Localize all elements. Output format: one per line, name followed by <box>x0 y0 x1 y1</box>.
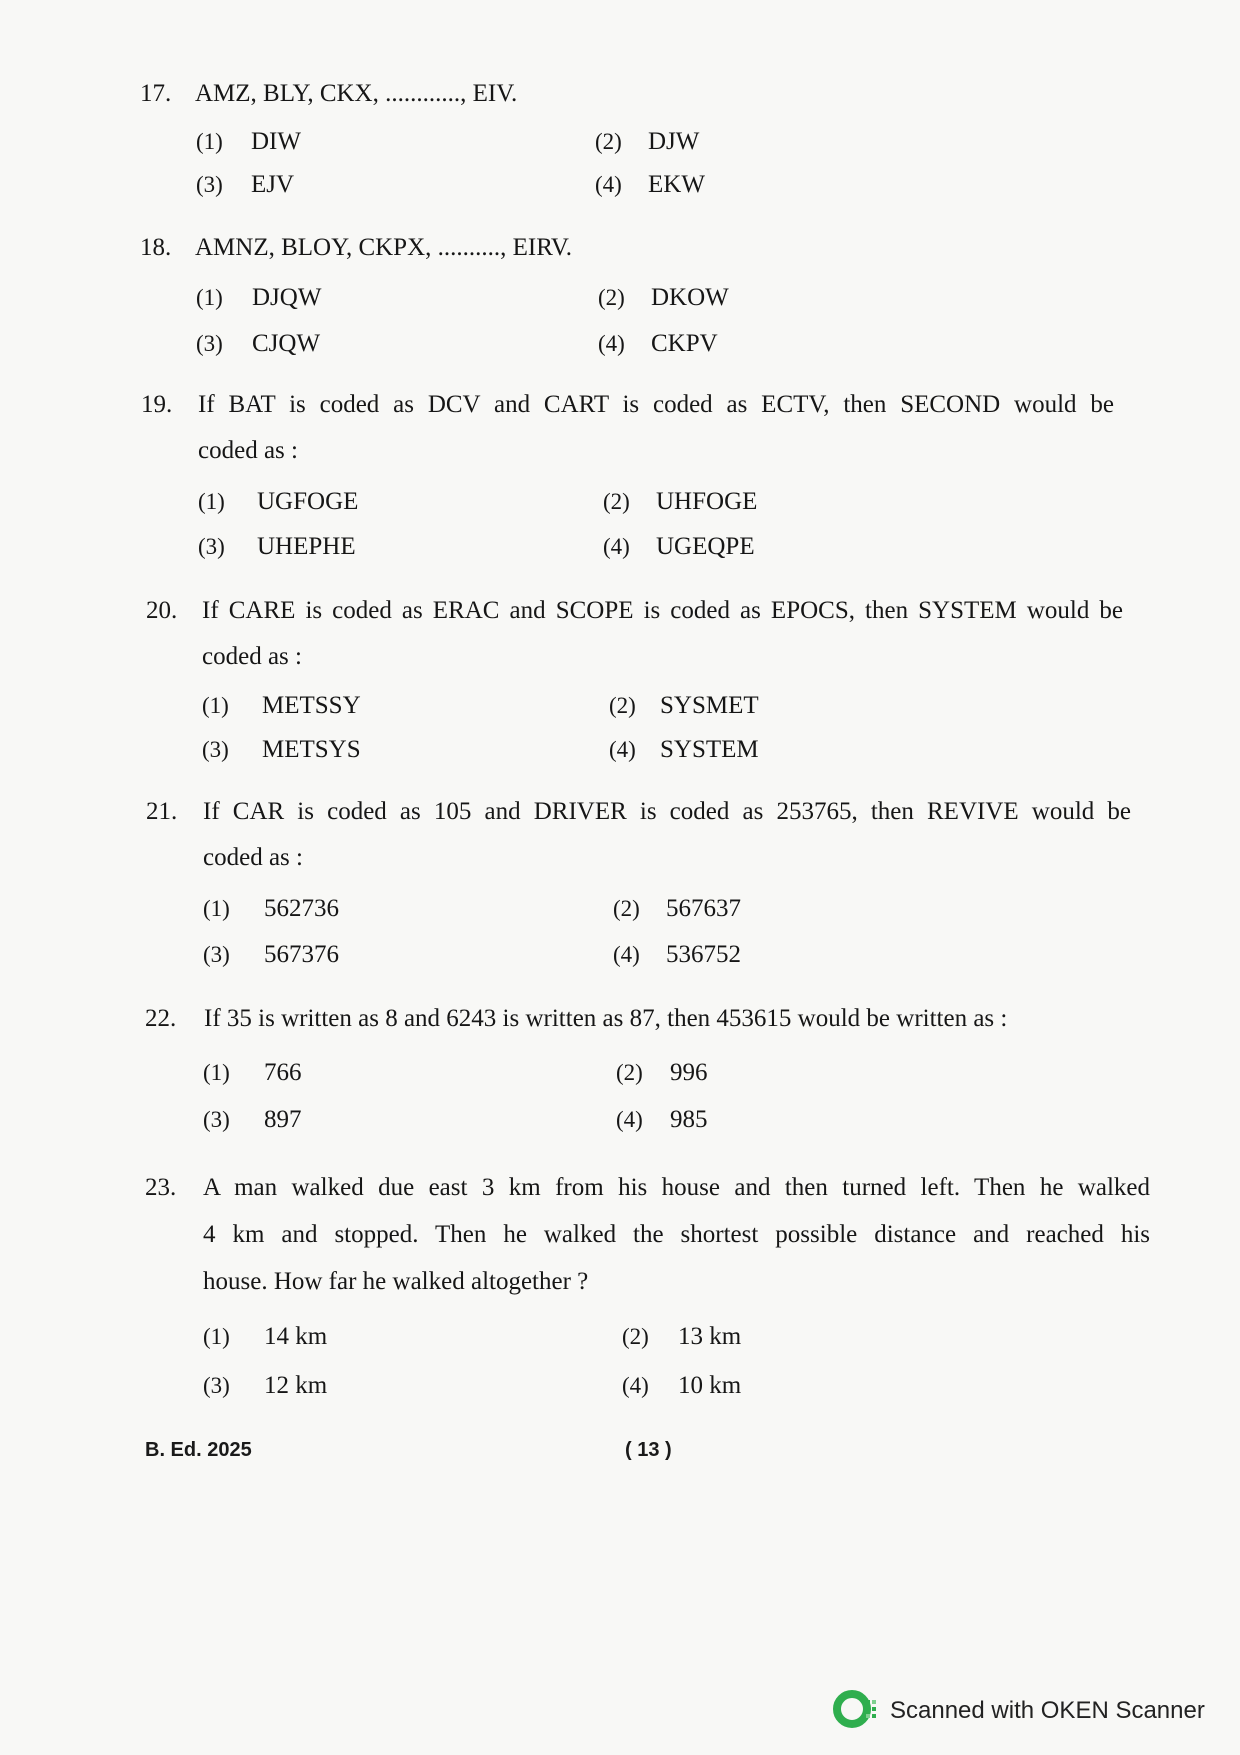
question-text-line: A man walked due east 3 km from his house and then turned left. Then he walked <box>203 1174 1150 1201</box>
question-text-line: If CARE is coded as ERAC and SCOPE is coded as EPOCS, then SYSTEM would be <box>202 597 1123 624</box>
option-label: (3) <box>203 1107 230 1132</box>
option-label: (4) <box>603 534 630 559</box>
question-stem <box>203 789 1131 881</box>
option-text: UGEQPE <box>656 533 755 560</box>
question-stem <box>202 588 1123 680</box>
option-text: 562736 <box>264 895 339 922</box>
question-text-line: If CAR is coded as 105 and DRIVER is coded as 253765, then REVIVE would be <box>203 798 1131 825</box>
question-number: 18. <box>140 234 172 261</box>
option-label: (4) <box>622 1373 649 1398</box>
question-text-line: 4 km and stopped. Then he walked the shortest possible distance and reached his <box>203 1221 1150 1248</box>
option-label: (2) <box>595 129 622 154</box>
option-text: 14 km <box>264 1323 328 1350</box>
option-label: (3) <box>198 534 225 559</box>
question-number: 23. <box>145 1174 177 1201</box>
question-text-line: AMNZ, BLOY, CKPX, .........., EIRV. <box>195 234 572 261</box>
option-label: (2) <box>603 489 630 514</box>
option-text: SYSTEM <box>660 736 759 763</box>
option-label: (4) <box>595 172 622 197</box>
option-label: (2) <box>613 896 640 921</box>
option-label: (4) <box>616 1107 643 1132</box>
question-number: 20. <box>146 597 178 624</box>
option-label: (1) <box>196 285 223 310</box>
option-text: 567637 <box>666 895 741 922</box>
option-label: (2) <box>598 285 625 310</box>
option-label: (4) <box>609 737 636 762</box>
question-text-line: AMZ, BLY, CKX, ............, EIV. <box>195 80 518 107</box>
option-label: (1) <box>198 489 225 514</box>
question-text-line: coded as : <box>198 437 298 464</box>
option-text: 996 <box>670 1059 708 1086</box>
option-text: 985 <box>670 1106 708 1133</box>
question-text-line: coded as : <box>203 844 303 871</box>
option-text: 897 <box>264 1106 302 1133</box>
question-text-line: house. How far he walked altogether ? <box>203 1268 589 1295</box>
option-label: (4) <box>613 942 640 967</box>
option-label: (2) <box>616 1060 643 1085</box>
question-stem <box>195 225 572 271</box>
option-text: EKW <box>648 171 705 198</box>
option-text: DJQW <box>252 284 322 311</box>
scanner-watermark-text: Scanned with OKEN Scanner <box>890 1697 1205 1724</box>
page-number: ( 13 ) <box>625 1439 672 1461</box>
option-text: DIW <box>251 128 301 155</box>
option-text: 10 km <box>678 1372 742 1399</box>
option-label: (2) <box>609 693 636 718</box>
option-label: (1) <box>203 1060 230 1085</box>
scanner-watermark <box>832 1688 1205 1734</box>
option-label: (4) <box>598 331 625 356</box>
option-text: UGFOGE <box>257 488 359 515</box>
option-text: CKPV <box>651 330 718 357</box>
option-label: (1) <box>203 896 230 921</box>
option-label: (2) <box>622 1324 649 1349</box>
option-label: (3) <box>196 331 223 356</box>
exam-footer-label: B. Ed. 2025 <box>145 1439 252 1461</box>
option-text: 766 <box>264 1059 302 1086</box>
question-stem <box>204 996 1007 1042</box>
option-text: UHFOGE <box>656 488 758 515</box>
question-stem <box>203 1164 1150 1305</box>
option-label: (3) <box>202 737 229 762</box>
option-text: UHEPHE <box>257 533 356 560</box>
option-text: 12 km <box>264 1372 328 1399</box>
option-text: 536752 <box>666 941 741 968</box>
option-text: CJQW <box>252 330 321 357</box>
question-text-line: coded as : <box>202 643 302 670</box>
option-text: METSYS <box>262 736 361 763</box>
option-text: 13 km <box>678 1323 742 1350</box>
option-text: DJW <box>648 128 700 155</box>
option-text: DKOW <box>651 284 729 311</box>
oken-scanner-logo-icon <box>832 1686 880 1737</box>
question-number: 19. <box>141 391 173 418</box>
option-text: EJV <box>251 171 295 198</box>
option-text: METSSY <box>262 692 361 719</box>
question-number: 17. <box>140 80 172 107</box>
question-stem <box>198 382 1114 474</box>
option-text: 567376 <box>264 941 339 968</box>
option-label: (3) <box>203 942 230 967</box>
option-label: (1) <box>202 693 229 718</box>
question-text-line: If BAT is coded as DCV and CART is coded as ECTV, then SECOND would be <box>198 391 1114 418</box>
question-number: 22. <box>145 1005 177 1032</box>
option-label: (3) <box>203 1373 230 1398</box>
question-text-line: If 35 is written as 8 and 6243 is written as 87, then 453615 would be written as : <box>204 1005 1008 1032</box>
option-text: SYSMET <box>660 692 759 719</box>
question-stem <box>195 71 517 117</box>
question-number: 21. <box>146 798 178 825</box>
option-label: (1) <box>203 1324 230 1349</box>
option-label: (1) <box>196 129 223 154</box>
option-label: (3) <box>196 172 223 197</box>
